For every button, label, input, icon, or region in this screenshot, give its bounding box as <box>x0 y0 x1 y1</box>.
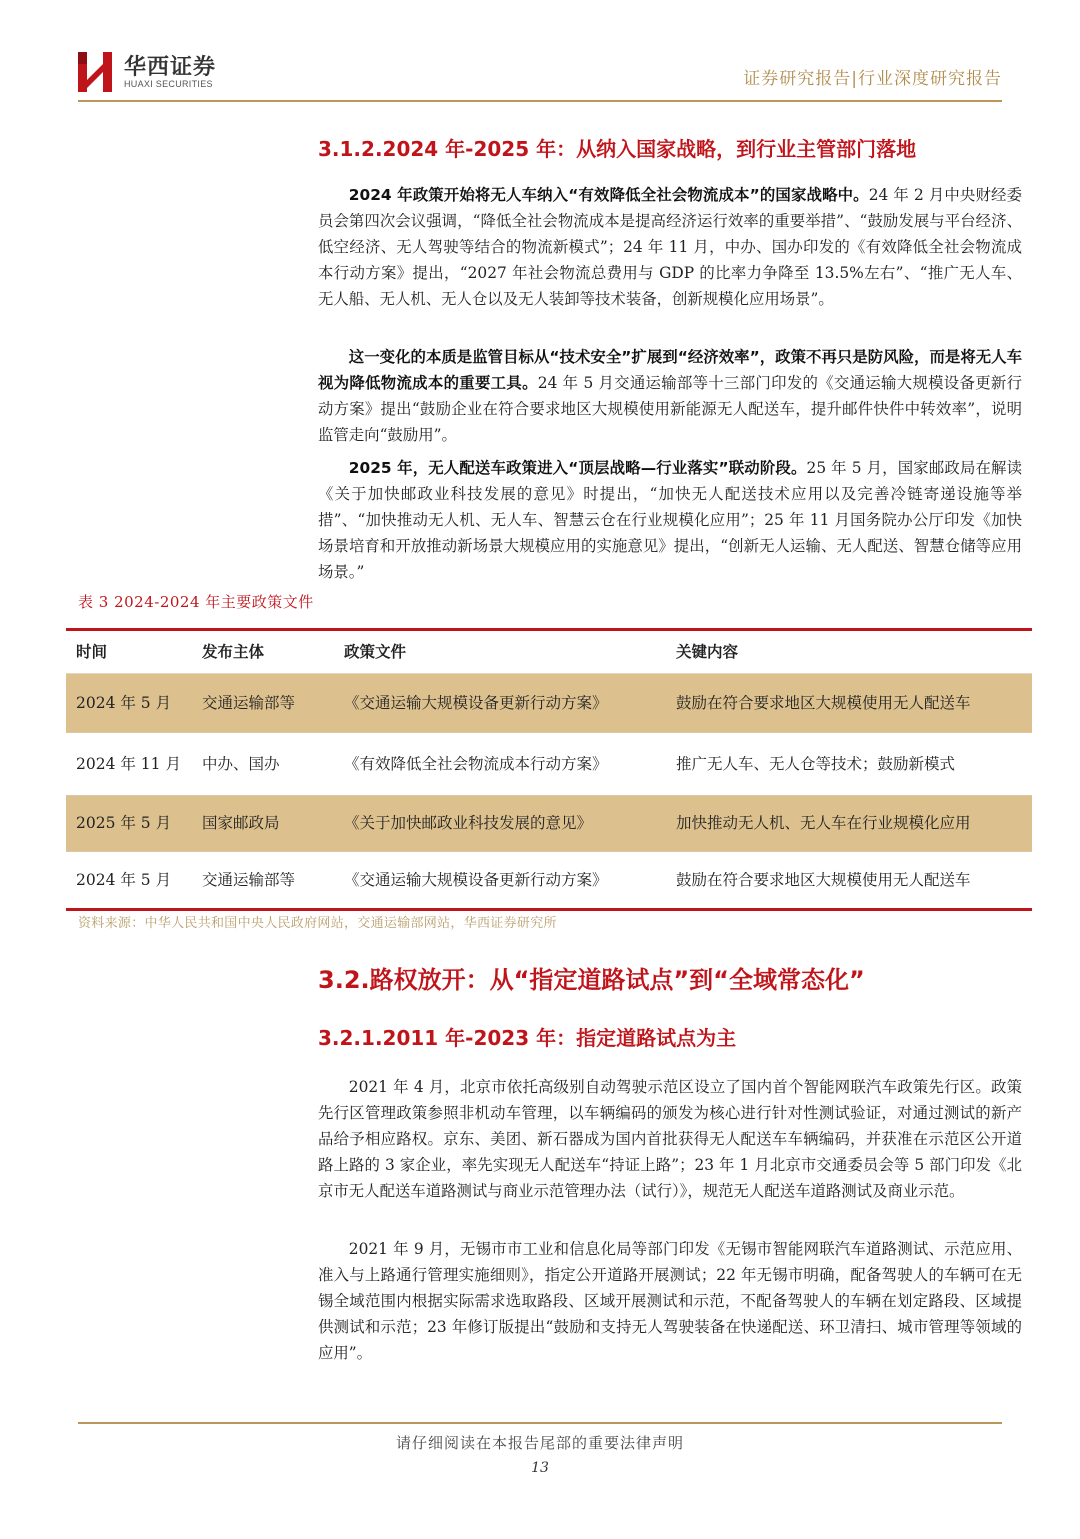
table-cell-document: 《有效降低全社会物流成本行动方案》 <box>344 754 608 773</box>
paragraph-body: 25 年 5 月，国家邮政局在解读《关于加快邮政业科技发展的意见》时提出，“加快无人配送技术应用以及完善冷链寄递设施等举措”、“加快推动无人机、无人车、智慧云仓在行业规模化应用”；25 年 11 月国务院办公厅印发《加快场景培育和开放推动新场景大规模应用的实施意见》提出，“创新无人运输、无人配送、智慧仓储等应用场景。” <box>318 459 1022 581</box>
table-cell-issuer: 交通运输部等 <box>202 693 296 712</box>
paragraph-lead: 这一变化的本质是监管目标从“技术安全”扩展到“经济效率”，政策不再只是防风险，而是将无人车视为降低物流成本的重要工具。 <box>318 348 1022 392</box>
table-cell-content: 鼓励在符合要求地区大规模使用无人配送车 <box>676 870 971 889</box>
table-caption: 表 3 2024-2024 年主要政策文件 <box>78 593 314 611</box>
section-heading-3-2-1: 3.2.1.2011 年-2023 年：指定道路试点为主 <box>318 1026 737 1050</box>
table-header-row <box>66 631 1032 674</box>
section-heading-3-1-2: 3.1.2.2024 年-2025 年：从纳入国家战略，到行业主管部门落地 <box>318 137 917 161</box>
header-divider <box>78 100 1002 102</box>
paragraph <box>318 455 1022 585</box>
logo-text-cn: 华西证券 <box>124 55 217 80</box>
table-row <box>66 733 1032 796</box>
footer-divider <box>78 1422 1002 1424</box>
section-heading-3-2: 3.2.路权放开：从“指定道路试点”到“全域常态化” <box>318 966 865 994</box>
paragraph-body: 24 年 2 月中央财经委员会第四次会议强调，“降低全社会物流成本是提高经济运行效率的重要举措”、“鼓励发展与平台经济、低空经济、无人驾驶等结合的物流新模式”；24 年 11 月，中办、国办印发的《有效降低全社会物流成本行动方案》提出，“2027 年社会物流总费用与 GDP 的比率力争降至 13.5%左右”、“推广无人车、无人船、无人机、无人仓以及无人装卸等技术装备，创新规模化应用场景”。 <box>318 186 1022 308</box>
table-cell-content: 鼓励在符合要求地区大规模使用无人配送车 <box>676 693 971 712</box>
policy-table <box>66 628 1032 911</box>
table-cell-date: 2024 年 5 月 <box>76 870 172 889</box>
paragraph <box>318 182 1022 312</box>
paragraph <box>318 344 1022 448</box>
table-header-cell: 时间 <box>76 642 108 661</box>
table-row <box>66 796 1032 852</box>
paragraph-lead: 2025 年，无人配送车政策进入“顶层战略—行业落实”联动阶段。 <box>348 459 807 477</box>
table-row <box>66 852 1032 908</box>
table-cell-document: 《关于加快邮政业科技发展的意见》 <box>344 814 593 832</box>
table-cell-date: 2024 年 5 月 <box>76 693 172 712</box>
table-source-note: 资料来源：中华人民共和国中央人民政府网站，交通运输部网站，华西证券研究所 <box>78 916 557 931</box>
table-cell-content: 推广无人车、无人仓等技术；鼓励新模式 <box>676 754 956 773</box>
report-type-label: 证券研究报告|行业深度研究报告 <box>743 69 1002 89</box>
table-cell-document: 《交通运输大规模设备更新行动方案》 <box>344 870 608 889</box>
paragraph: 2021 年 4 月，北京市依托高级别自动驾驶示范区设立了国内首个智能网联汽车政策先行区。政策先行区管理政策参照非机动车管理，以车辆编码的颁发为核心进行针对性测试验证，对通过测试的新产品给予相应路权。京东、美团、新石器成为国内首批获得无人配送车车辆编码，并获准在示范区公开道路上路的 3 家企业，率先实现无人配送车“持证上路”；23 年 1 月北京市交通委员会等 5 部门印发《北京市无人配送车道路测试与商业示范管理办法（试行）》，规范无人配送车道路测试及商业示范。 <box>318 1078 1022 1200</box>
paragraph-lead: 2024 年政策开始将无人车纳入“有效降低全社会物流成本”的国家战略中。 <box>348 186 869 204</box>
table-cell-issuer: 国家邮政局 <box>202 814 280 832</box>
page-number: 13 <box>531 1460 549 1476</box>
table-row <box>66 674 1032 733</box>
table-header-cell: 政策文件 <box>344 642 407 661</box>
logo-text-en: HUAXI SECURITIES <box>124 79 213 89</box>
legal-notice: 请仔细阅读在本报告尾部的重要法律声明 <box>395 1434 684 1452</box>
huaxi-logo-icon <box>78 52 112 92</box>
table-cell-date: 2025 年 5 月 <box>76 814 172 832</box>
table-cell-content: 加快推动无人机、无人车在行业规模化应用 <box>676 814 971 832</box>
table-cell-date: 2024 年 11 月 <box>76 754 181 773</box>
table-header-cell: 关键内容 <box>676 642 739 661</box>
table-cell-issuer: 交通运输部等 <box>202 870 296 889</box>
table-cell-issuer: 中办、国办 <box>202 754 280 773</box>
paragraph: 2021 年 9 月，无锡市市工业和信息化局等部门印发《无锡市智能网联汽车道路测试、示范应用、准入与上路通行管理实施细则》，指定公开道路开展测试；22 年无锡市明确，配备驾驶人的车辆可在无锡全域范围内根据实际需求选取路段、区域开展测试和示范，不配备驾驶人的车辆在划定路段、区域提供测试和示范；23 年修订版提出“鼓励和支持无人驾驶装备在快递配送、环卫清扫、城市管理等领域的应用”。 <box>318 1240 1022 1362</box>
table-header-cell: 发布主体 <box>202 642 265 661</box>
paragraph-body: 24 年 5 月交通运输部等十三部门印发的《交通运输大规模设备更新行动方案》提出“鼓励企业在符合要求地区大规模使用新能源无人配送车，提升邮件快件中转效率”，说明监管走向“鼓励用”。 <box>318 374 1022 444</box>
table-cell-document: 《交通运输大规模设备更新行动方案》 <box>344 693 608 712</box>
